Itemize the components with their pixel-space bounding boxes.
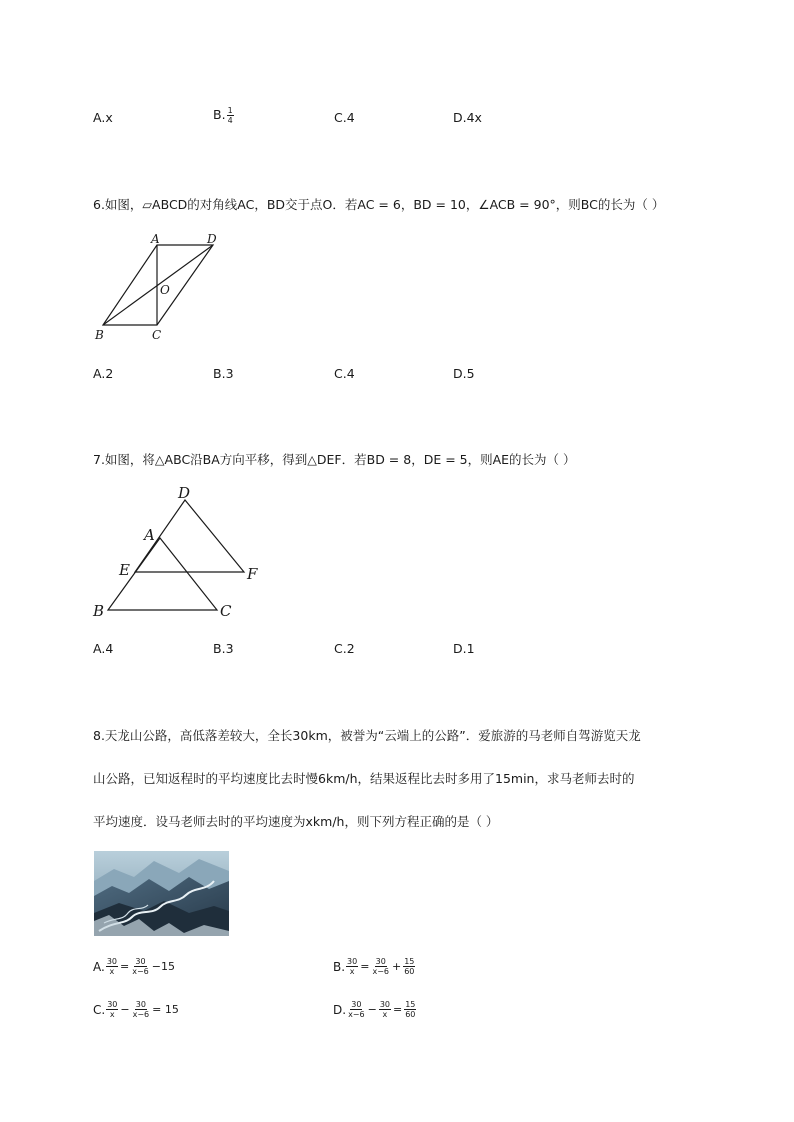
fraction	[371, 957, 390, 976]
option-label: D.	[453, 641, 467, 656]
equals-sign: =	[393, 1003, 403, 1016]
denominator: x−6	[348, 1010, 365, 1019]
label-e: E	[119, 561, 130, 579]
q5-option-c	[334, 110, 355, 125]
label-o: O	[160, 283, 170, 297]
option-label: B.	[213, 366, 226, 381]
option-label: A.	[93, 366, 106, 381]
option-label: B.	[213, 107, 226, 122]
option-label: A.	[93, 641, 106, 656]
fraction	[132, 1000, 151, 1019]
equals-sign: =	[360, 960, 370, 973]
numerator: 30	[106, 957, 117, 966]
numerator: 15	[405, 1000, 416, 1009]
fraction	[403, 957, 415, 976]
numerator: 15	[404, 957, 415, 966]
option-value: x	[105, 110, 113, 125]
q8-option-b	[333, 957, 416, 976]
q8-option-a	[93, 957, 176, 976]
numerator: 30	[351, 1000, 362, 1009]
fraction	[106, 1000, 118, 1019]
option-label: D.	[453, 366, 467, 381]
fraction	[131, 957, 150, 976]
option-label: C.	[334, 641, 347, 656]
q7-option-a	[93, 641, 113, 656]
plus-sign: +	[391, 960, 402, 973]
q7-option-d	[453, 641, 475, 656]
fraction	[106, 957, 118, 976]
equation-d	[333, 1000, 417, 1019]
label-b: B	[93, 602, 105, 620]
term: −15	[151, 960, 175, 973]
q6-stem: 6.如图，▱ABCD的对角线AC，BD交于点O．若AC = 6，BD = 10，∠ACB = 90°，则BC的长为（ ）	[93, 197, 665, 212]
q7-option-b	[213, 641, 234, 656]
q6-option-c	[334, 366, 355, 381]
numerator: 30	[347, 957, 358, 966]
label-d: D	[207, 232, 217, 246]
option-value: 4	[346, 366, 355, 381]
q5-option-a	[93, 110, 113, 125]
numerator: 30	[135, 1000, 146, 1009]
denominator: 4	[227, 116, 233, 125]
label-b: B	[95, 328, 104, 342]
q8-stem-line-1: 8.天龙山公路，高低落差较大，全长30km，被誉为“云端上的公路”．爱旅游的马老师自驾游览天龙	[93, 728, 641, 743]
q8-stem-line-2: 山公路，已知返程时的平均速度比去时慢6km/h，结果返程比去时多用了15min，求马老师去时的	[93, 771, 635, 786]
q7-stem: 7.如图，将△ABC沿BA方向平移，得到△DEF．若BD = 8，DE = 5，则AE的长为（ ）	[93, 452, 576, 467]
denominator: x	[109, 967, 115, 976]
option-value: 3	[225, 366, 234, 381]
option-value: 2	[105, 366, 114, 381]
q8-stem-line-3: 平均速度．设马老师去时的平均速度为xkm/h，则下列方程正确的是（ ）	[93, 814, 499, 829]
option-value: 4x	[466, 110, 482, 125]
option-label: A.	[93, 110, 106, 125]
q6-parallelogram-figure	[90, 228, 230, 346]
numerator: 30	[375, 957, 386, 966]
denominator: x−6	[132, 967, 149, 976]
option-value: 4	[105, 641, 114, 656]
option-label: D.	[333, 1002, 347, 1017]
q8-option-d	[333, 1000, 417, 1019]
fraction	[379, 1000, 391, 1019]
fraction	[227, 106, 234, 125]
denominator: x	[109, 1010, 115, 1019]
minus-sign: −	[367, 1003, 377, 1016]
option-label: B.	[213, 641, 226, 656]
option-value: 4	[346, 110, 355, 125]
q7-translated-triangles-figure	[88, 480, 268, 622]
q6-option-a	[93, 366, 113, 381]
option-label: D.	[453, 110, 467, 125]
mountain-landscape-image	[94, 851, 229, 936]
numerator: 30	[107, 1000, 118, 1009]
option-value: 1	[466, 641, 475, 656]
option-label: B.	[333, 959, 346, 974]
denominator: 60	[405, 1010, 416, 1019]
denominator: x−6	[132, 1010, 150, 1019]
option-label: A.	[93, 959, 105, 974]
q6-option-d	[453, 366, 475, 381]
equation-a	[93, 957, 176, 976]
diagonal-bd	[103, 245, 213, 325]
option-label: C.	[334, 110, 347, 125]
minus-sign: −	[120, 1003, 130, 1016]
term: = 15	[152, 1003, 179, 1016]
option-label: C.	[334, 366, 347, 381]
equation-b	[333, 957, 416, 976]
q5-option-d	[453, 110, 482, 125]
option-value: 3	[225, 641, 234, 656]
q8-option-c	[93, 1000, 180, 1019]
fraction	[346, 957, 358, 976]
label-a: A	[144, 526, 155, 544]
equals-sign: =	[120, 960, 130, 973]
q5-option-b	[213, 106, 235, 125]
label-f: F	[247, 565, 258, 583]
label-d: D	[178, 484, 191, 502]
option-label: C.	[93, 1002, 106, 1017]
numerator: 30	[135, 957, 146, 966]
label-c: C	[220, 602, 232, 620]
denominator: x	[382, 1010, 388, 1019]
denominator: 60	[404, 967, 415, 976]
equation-c	[93, 1000, 180, 1019]
option-value: 5	[466, 366, 475, 381]
label-c: C	[152, 328, 162, 342]
denominator: x−6	[372, 967, 389, 976]
q7-option-c	[334, 641, 355, 656]
option-value: 2	[346, 641, 355, 656]
mountain-road-photo	[94, 851, 229, 936]
fraction	[404, 1000, 416, 1019]
denominator: x	[349, 967, 355, 976]
label-a: A	[151, 232, 160, 246]
numerator: 30	[379, 1000, 390, 1009]
fraction	[347, 1000, 366, 1019]
q6-option-b	[213, 366, 234, 381]
numerator: 1	[227, 106, 233, 115]
